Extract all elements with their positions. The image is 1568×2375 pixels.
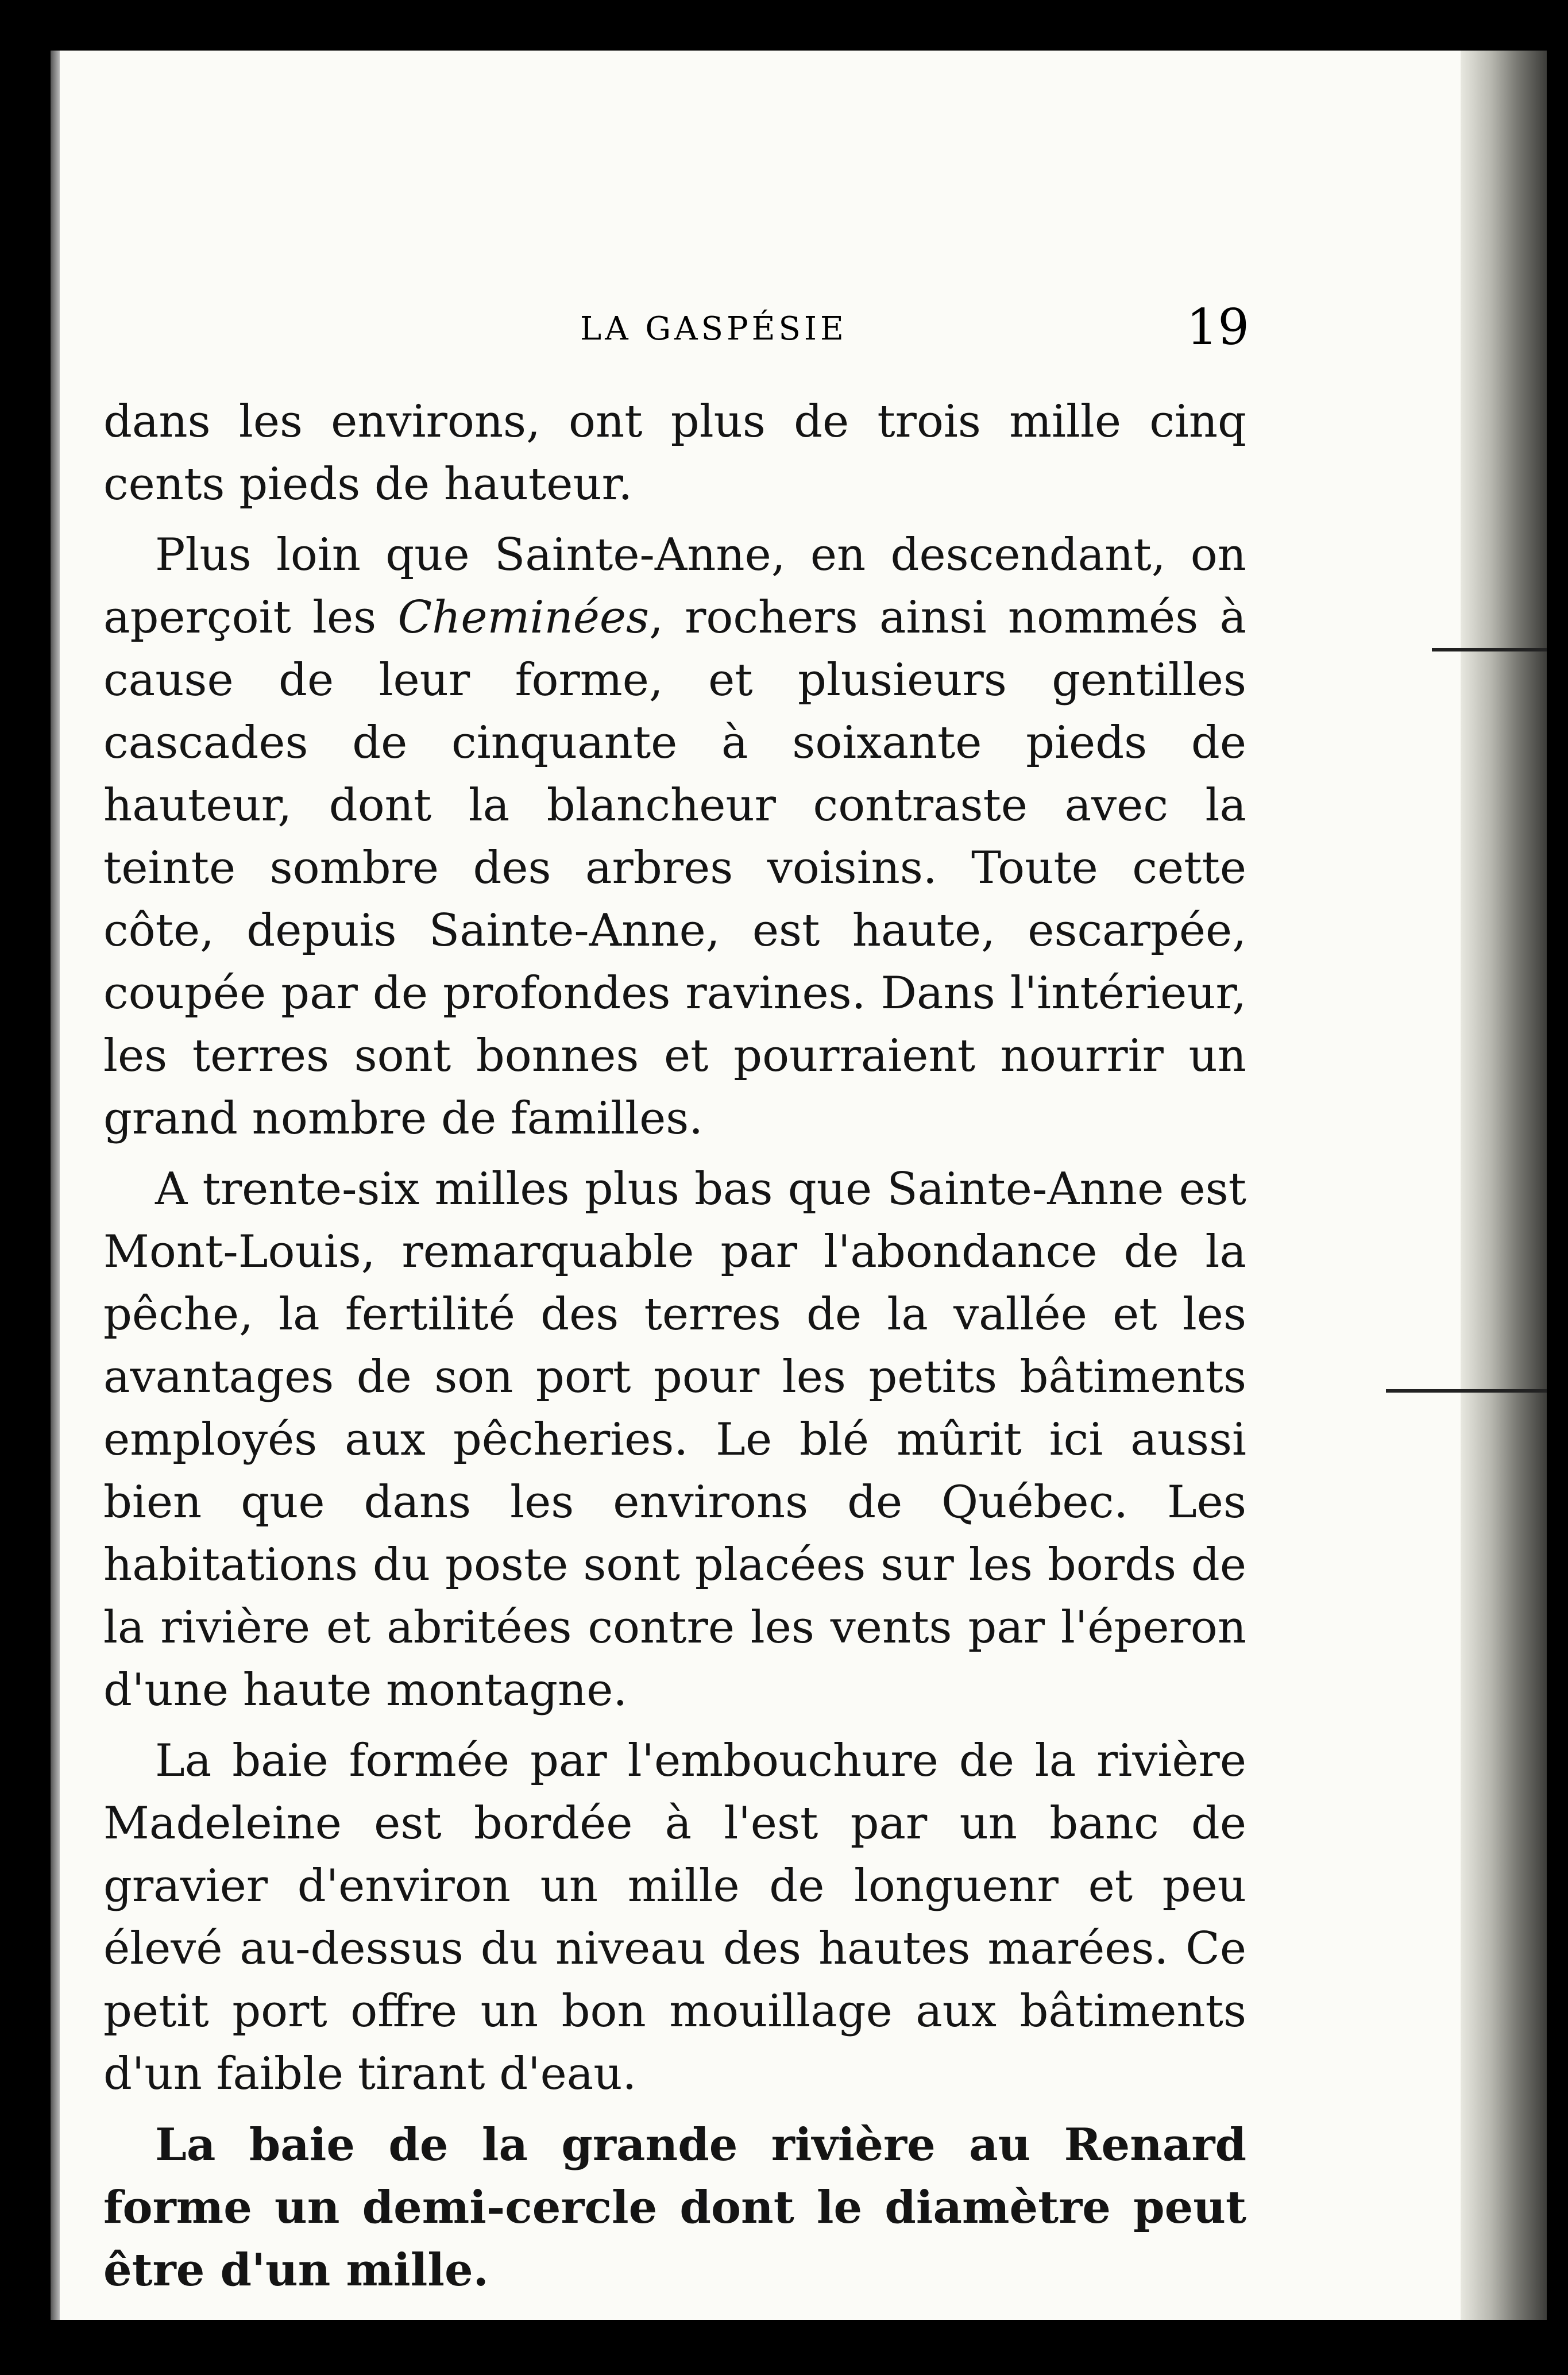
paragraph: dans les environs, ont plus de trois mille cinq cents pieds de hauteur. xyxy=(103,396,1246,510)
book-spine-gutter xyxy=(1461,51,1547,2320)
paragraph: La baie de la grande rivière au Renard forme un demi-cercle dont le diamètre peut être d'un mille. xyxy=(103,2119,1246,2296)
page-number: 19 xyxy=(1186,299,1249,356)
paragraph xyxy=(103,524,1246,1150)
body-text xyxy=(103,391,1246,2301)
paragraph-text: , rochers ainsi nommés à cause de leur forme, et plusieurs gentilles cascades de cinquante à soixante pieds de hauteur, dont la blancheur contraste avec la teinte sombre des arbres voisins. Toute cette côte, depuis Sainte-Anne, est haute, escarpée, coupée par de profondes ravines. Dans l'intérieur, les terres sont bonnes et pourraient nourrir un grand nombre de familles. xyxy=(103,592,1246,1144)
gutter-rule xyxy=(1386,1389,1547,1393)
gutter-rule xyxy=(1432,648,1547,651)
paragraph-text: Plus loin que Sainte-Anne, en descendant, on aperçoit les xyxy=(103,529,1246,643)
running-head xyxy=(103,299,1261,379)
page-left-edge xyxy=(51,51,60,2320)
paragraph: A trente-six milles plus bas que Sainte-Anne est Mont-Louis, remarquable par l'abondance de la pêche, la fertilité des terres de la vallée et les avantages de son port pour les petits bâtiments employés aux pêcheries. Le blé mûrit ici aussi bien que dans les environs de Québec. Les habitations du poste sont placées sur les bords de la rivière et abritées contre les vents par l'éperon d'une haute montagne. xyxy=(103,1163,1246,1716)
paragraph-italic: Cheminées xyxy=(397,592,650,643)
running-title: LA GASPÉSIE xyxy=(580,310,847,348)
paragraph: La baie formée par l'embouchure de la rivière Madeleine est bordée à l'est par un banc de gravier d'environ un mille de longuenr et peu élevé au-dessus du niveau des hautes marées. Ce petit port offre un bon mouillage aux bâtiments d'un faible tirant d'eau. xyxy=(103,1735,1246,2100)
